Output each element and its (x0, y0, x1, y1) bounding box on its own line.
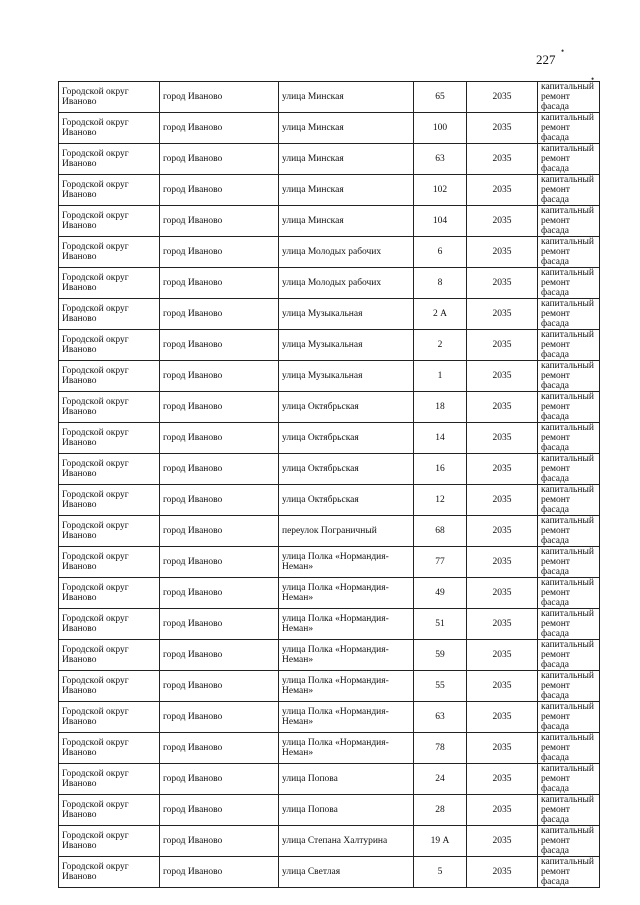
house-number-cell: 28 (414, 795, 467, 826)
street-cell: улица Минская (279, 113, 414, 144)
city-cell: город Иваново (160, 640, 279, 671)
municipality-cell: Городской округ Иваново (59, 392, 160, 423)
year-cell: 2035 (467, 206, 538, 237)
street-cell: улица Минская (279, 82, 414, 113)
table-row (59, 113, 600, 144)
house-number-cell: 100 (414, 113, 467, 144)
street-cell: улица Октябрьская (279, 485, 414, 516)
table-row (59, 330, 600, 361)
municipality-cell: Городской округ Иваново (59, 795, 160, 826)
year-cell: 2035 (467, 423, 538, 454)
year-cell: 2035 (467, 113, 538, 144)
table-row (59, 671, 600, 702)
house-number-cell: 63 (414, 702, 467, 733)
municipality-cell: Городской округ Иваново (59, 175, 160, 206)
year-cell: 2035 (467, 857, 538, 888)
house-number-cell: 51 (414, 609, 467, 640)
house-number-cell: 8 (414, 268, 467, 299)
table-row (59, 454, 600, 485)
street-cell: переулок Пограничный (279, 516, 414, 547)
street-cell: улица Минская (279, 206, 414, 237)
street-cell: улица Полка «Нормандия-Неман» (279, 733, 414, 764)
scan-dot: • (561, 46, 565, 56)
year-cell: 2035 (467, 175, 538, 206)
table-row (59, 82, 600, 113)
municipality-cell: Городской округ Иваново (59, 206, 160, 237)
page-number: 227 (536, 52, 556, 67)
municipality-cell: Городской округ Иваново (59, 857, 160, 888)
year-cell: 2035 (467, 516, 538, 547)
street-cell: улица Октябрьская (279, 454, 414, 485)
table-row (59, 361, 600, 392)
work-type-cell: капитальный ремонт фасада (538, 237, 600, 268)
municipality-cell: Городской округ Иваново (59, 361, 160, 392)
house-number-cell: 5 (414, 857, 467, 888)
city-cell: город Иваново (160, 764, 279, 795)
table-row (59, 516, 600, 547)
city-cell: город Иваново (160, 547, 279, 578)
work-type-cell: капитальный ремонт фасада (538, 454, 600, 485)
municipality-cell: Городской округ Иваново (59, 82, 160, 113)
street-cell: улица Октябрьская (279, 423, 414, 454)
table-row (59, 144, 600, 175)
year-cell: 2035 (467, 330, 538, 361)
year-cell: 2035 (467, 795, 538, 826)
year-cell: 2035 (467, 671, 538, 702)
municipality-cell: Городской округ Иваново (59, 640, 160, 671)
house-number-cell: 18 (414, 392, 467, 423)
year-cell: 2035 (467, 144, 538, 175)
city-cell: город Иваново (160, 795, 279, 826)
city-cell: город Иваново (160, 826, 279, 857)
street-cell: улица Светлая (279, 857, 414, 888)
table-row (59, 733, 600, 764)
city-cell: город Иваново (160, 144, 279, 175)
municipality-cell: Городской округ Иваново (59, 423, 160, 454)
city-cell: город Иваново (160, 82, 279, 113)
city-cell: город Иваново (160, 392, 279, 423)
house-number-cell: 104 (414, 206, 467, 237)
house-number-cell: 78 (414, 733, 467, 764)
city-cell: город Иваново (160, 423, 279, 454)
house-number-cell: 68 (414, 516, 467, 547)
house-number-cell: 16 (414, 454, 467, 485)
year-cell: 2035 (467, 826, 538, 857)
work-type-cell: капитальный ремонт фасада (538, 547, 600, 578)
year-cell: 2035 (467, 82, 538, 113)
house-number-cell: 2 (414, 330, 467, 361)
table-row (59, 268, 600, 299)
street-cell: улица Молодых рабочих (279, 268, 414, 299)
house-number-cell: 6 (414, 237, 467, 268)
work-type-cell: капитальный ремонт фасада (538, 361, 600, 392)
work-type-cell: капитальный ремонт фасада (538, 299, 600, 330)
table-row (59, 237, 600, 268)
street-cell: улица Минская (279, 175, 414, 206)
table-row (59, 795, 600, 826)
year-cell: 2035 (467, 702, 538, 733)
work-type-cell: капитальный ремонт фасада (538, 206, 600, 237)
city-cell: город Иваново (160, 361, 279, 392)
municipality-cell: Городской округ Иваново (59, 237, 160, 268)
table-row (59, 547, 600, 578)
street-cell: улица Полка «Нормандия-Неман» (279, 671, 414, 702)
house-number-cell: 77 (414, 547, 467, 578)
street-cell: улица Минская (279, 144, 414, 175)
municipality-cell: Городской округ Иваново (59, 733, 160, 764)
municipality-cell: Городской округ Иваново (59, 330, 160, 361)
municipality-cell: Городской округ Иваново (59, 547, 160, 578)
work-type-cell: капитальный ремонт фасада (538, 516, 600, 547)
work-type-cell: капитальный ремонт фасада (538, 671, 600, 702)
table-row (59, 826, 600, 857)
street-cell: улица Попова (279, 764, 414, 795)
work-type-cell: капитальный ремонт фасада (538, 485, 600, 516)
work-type-cell: капитальный ремонт фасада (538, 268, 600, 299)
work-type-cell: капитальный ремонт фасада (538, 640, 600, 671)
municipality-cell: Городской округ Иваново (59, 702, 160, 733)
municipality-cell: Городской округ Иваново (59, 485, 160, 516)
street-cell: улица Степана Халтурина (279, 826, 414, 857)
register-table (58, 81, 600, 888)
city-cell: город Иваново (160, 113, 279, 144)
work-type-cell: капитальный ремонт фасада (538, 578, 600, 609)
city-cell: город Иваново (160, 578, 279, 609)
house-number-cell: 19 А (414, 826, 467, 857)
table-row (59, 175, 600, 206)
year-cell: 2035 (467, 547, 538, 578)
house-number-cell: 14 (414, 423, 467, 454)
house-number-cell: 63 (414, 144, 467, 175)
year-cell: 2035 (467, 392, 538, 423)
house-number-cell: 49 (414, 578, 467, 609)
work-type-cell: капитальный ремонт фасада (538, 113, 600, 144)
municipality-cell: Городской округ Иваново (59, 454, 160, 485)
street-cell: улица Музыкальная (279, 330, 414, 361)
table-row (59, 423, 600, 454)
municipality-cell: Городской округ Иваново (59, 113, 160, 144)
street-cell: улица Полка «Нормандия-Неман» (279, 702, 414, 733)
city-cell: город Иваново (160, 702, 279, 733)
city-cell: город Иваново (160, 268, 279, 299)
municipality-cell: Городской округ Иваново (59, 144, 160, 175)
house-number-cell: 65 (414, 82, 467, 113)
work-type-cell: капитальный ремонт фасада (538, 733, 600, 764)
work-type-cell: капитальный ремонт фасада (538, 392, 600, 423)
table-row (59, 702, 600, 733)
table-row (59, 764, 600, 795)
city-cell: город Иваново (160, 733, 279, 764)
work-type-cell: капитальный ремонт фасада (538, 175, 600, 206)
municipality-cell: Городской округ Иваново (59, 578, 160, 609)
year-cell: 2035 (467, 609, 538, 640)
work-type-cell: капитальный ремонт фасада (538, 144, 600, 175)
year-cell: 2035 (467, 361, 538, 392)
year-cell: 2035 (467, 237, 538, 268)
work-type-cell: капитальный ремонт фасада (538, 609, 600, 640)
street-cell: улица Попова (279, 795, 414, 826)
street-cell: улица Полка «Нормандия-Неман» (279, 640, 414, 671)
street-cell: улица Полка «Нормандия-Неман» (279, 547, 414, 578)
table-row (59, 392, 600, 423)
year-cell: 2035 (467, 485, 538, 516)
house-number-cell: 59 (414, 640, 467, 671)
table-row (59, 578, 600, 609)
house-number-cell: 102 (414, 175, 467, 206)
table-row (59, 857, 600, 888)
year-cell: 2035 (467, 733, 538, 764)
year-cell: 2035 (467, 268, 538, 299)
work-type-cell: капитальный ремонт фасада (538, 764, 600, 795)
work-type-cell: капитальный ремонт фасада (538, 826, 600, 857)
table-row (59, 206, 600, 237)
table-row (59, 640, 600, 671)
house-number-cell: 24 (414, 764, 467, 795)
work-type-cell: капитальный ремонт фасада (538, 330, 600, 361)
house-number-cell: 12 (414, 485, 467, 516)
street-cell: улица Молодых рабочих (279, 237, 414, 268)
municipality-cell: Городской округ Иваново (59, 671, 160, 702)
year-cell: 2035 (467, 299, 538, 330)
work-type-cell: капитальный ремонт фасада (538, 857, 600, 888)
year-cell: 2035 (467, 578, 538, 609)
table-row (59, 609, 600, 640)
city-cell: город Иваново (160, 485, 279, 516)
work-type-cell: капитальный ремонт фасада (538, 795, 600, 826)
work-type-cell: капитальный ремонт фасада (538, 702, 600, 733)
table-row (59, 299, 600, 330)
scan-dot: • (591, 74, 595, 84)
municipality-cell: Городской округ Иваново (59, 268, 160, 299)
city-cell: город Иваново (160, 454, 279, 485)
house-number-cell: 2 А (414, 299, 467, 330)
work-type-cell: капитальный ремонт фасада (538, 82, 600, 113)
city-cell: город Иваново (160, 175, 279, 206)
street-cell: улица Полка «Нормандия-Неман» (279, 609, 414, 640)
street-cell: улица Октябрьская (279, 392, 414, 423)
municipality-cell: Городской округ Иваново (59, 826, 160, 857)
street-cell: улица Музыкальная (279, 361, 414, 392)
municipality-cell: Городской округ Иваново (59, 764, 160, 795)
city-cell: город Иваново (160, 516, 279, 547)
year-cell: 2035 (467, 764, 538, 795)
municipality-cell: Городской округ Иваново (59, 299, 160, 330)
house-number-cell: 55 (414, 671, 467, 702)
municipality-cell: Городской округ Иваново (59, 609, 160, 640)
city-cell: город Иваново (160, 609, 279, 640)
city-cell: город Иваново (160, 671, 279, 702)
house-number-cell: 1 (414, 361, 467, 392)
city-cell: город Иваново (160, 330, 279, 361)
year-cell: 2035 (467, 454, 538, 485)
city-cell: город Иваново (160, 299, 279, 330)
municipality-cell: Городской округ Иваново (59, 516, 160, 547)
register-body (59, 82, 600, 888)
street-cell: улица Полка «Нормандия-Неман» (279, 578, 414, 609)
city-cell: город Иваново (160, 206, 279, 237)
city-cell: город Иваново (160, 857, 279, 888)
year-cell: 2035 (467, 640, 538, 671)
street-cell: улица Музыкальная (279, 299, 414, 330)
work-type-cell: капитальный ремонт фасада (538, 423, 600, 454)
table-row (59, 485, 600, 516)
city-cell: город Иваново (160, 237, 279, 268)
